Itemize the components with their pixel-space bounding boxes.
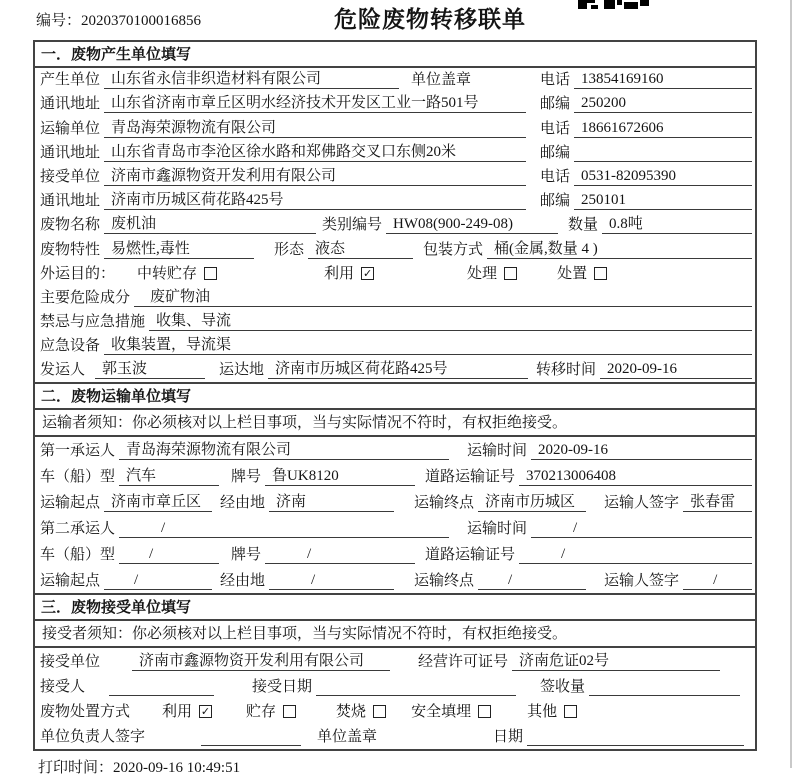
row-first-carrier <box>35 437 755 463</box>
transport-time-label: 运输时间 <box>467 521 528 538</box>
endpoint-label: 运输终点 <box>414 573 475 590</box>
zip-label: 邮编 <box>540 96 571 113</box>
transporter-notice: 运输者须知：你必须核对以上栏目事项，当与实际情况不符时，有权拒绝接受。 <box>35 410 755 437</box>
producer-phone-value: 13854169160 <box>574 70 752 89</box>
waste-name-value: 废机油 <box>104 215 316 234</box>
receiving-unit-label: 接受单位 <box>40 653 101 670</box>
plate-number-value: / <box>265 545 415 564</box>
unit-seal-label: 单位盖章 <box>411 72 472 89</box>
checkbox-label: 贮存 <box>246 704 277 720</box>
road-permit-value: 370213006408 <box>519 467 752 486</box>
transport-time-value: / <box>531 519 752 538</box>
carrier-signature-label: 运输人签字 <box>604 573 680 590</box>
purpose-transit-storage <box>137 265 217 283</box>
waste-trait-value: 易燃性,毒性 <box>104 240 254 259</box>
producer-zip-value: 250200 <box>574 94 752 113</box>
carrier-signature-label: 运输人签字 <box>604 495 680 512</box>
purpose-utilize <box>324 265 374 283</box>
row-waste-trait <box>35 237 755 261</box>
manifest-form <box>33 40 757 751</box>
waste-trait-label: 废物特性 <box>40 241 101 258</box>
carrier-signature-value: 张春雷 <box>683 493 752 512</box>
row-transporter <box>35 116 755 140</box>
transfer-purpose-label: 外运目的： <box>40 265 116 282</box>
address-label: 通讯地址 <box>40 193 101 210</box>
second-carrier-label: 第二承运人 <box>40 521 116 538</box>
checkbox-label: 中转贮存 <box>137 265 198 282</box>
second-carrier-value: / <box>119 519 449 538</box>
doc-number-label: 编号： <box>36 13 82 29</box>
endpoint-value: 济南市历城区 <box>478 493 586 512</box>
print-time-value: 2020-09-16 10:49:51 <box>113 760 241 777</box>
disposal-other <box>527 703 577 721</box>
date-value <box>527 728 744 746</box>
chief-signature-label: 单位负责人签字 <box>40 729 146 746</box>
waste-name-label: 废物名称 <box>40 217 101 234</box>
signed-quantity-value <box>589 678 740 696</box>
transporter-address-value: 山东省青岛市李沧区徐水路和郑佛路交叉口东侧20米 <box>104 143 526 162</box>
print-time <box>38 756 796 777</box>
unit-seal-label: 单位盖章 <box>317 729 378 746</box>
transporter-phone-value: 18661672606 <box>574 119 752 138</box>
disposal-utilize <box>162 703 212 721</box>
section-transporter <box>35 382 755 593</box>
checkbox-label: 其他 <box>527 704 558 720</box>
road-permit-label: 道路运输证号 <box>425 547 516 564</box>
checkbox-checked <box>361 267 374 280</box>
checkbox <box>373 705 386 718</box>
origin-label: 运输起点 <box>40 573 101 590</box>
transport-time-label: 运输时间 <box>467 443 528 460</box>
producer-label: 产生单位 <box>40 72 101 89</box>
purpose-treat <box>467 265 517 283</box>
receiver-phone-value: 0531-82095390 <box>574 167 752 186</box>
phone-label: 电话 <box>540 168 571 185</box>
disposal-landfill <box>411 703 491 721</box>
section1-header: 一．废物产生单位填写 <box>35 42 755 68</box>
checkbox <box>204 267 217 280</box>
accept-date-label: 接受日期 <box>252 678 313 695</box>
via-value: 济南 <box>269 493 394 512</box>
packing-value: 桶(金属,数量 4 ) <box>487 240 752 259</box>
shipper-value: 郭玉波 <box>95 360 205 379</box>
checkmark: ✓ <box>362 266 373 280</box>
row-transfer-purpose <box>35 262 755 286</box>
row-emergency-equipment <box>35 334 755 358</box>
hazard-component-value: 废矿物油 <box>134 288 752 307</box>
endpoint-label: 运输终点 <box>414 495 475 512</box>
emergency-equipment-label: 应急设备 <box>40 338 101 355</box>
checkbox-checked <box>199 705 212 718</box>
checkbox-label: 利用 <box>162 704 193 720</box>
row-transporter-address <box>35 141 755 165</box>
row-acceptor <box>35 674 755 699</box>
phone-label: 电话 <box>540 120 571 137</box>
shipper-label: 发运人 <box>40 362 86 379</box>
accept-date-value <box>316 678 516 696</box>
section-receiver <box>35 593 755 749</box>
transfer-time-value: 2020-09-16 <box>600 360 752 379</box>
disposal-storage <box>246 703 296 721</box>
receiver-zip-value: 250101 <box>574 191 752 210</box>
address-label: 通讯地址 <box>40 96 101 113</box>
acceptor-value <box>109 678 214 696</box>
acceptor-label: 接受人 <box>40 678 86 695</box>
checkbox-label: 处理 <box>467 265 498 282</box>
plate-number-value: 鲁UK8120 <box>265 467 415 486</box>
transport-time-value: 2020-09-16 <box>531 441 752 460</box>
page-edge-line <box>790 0 792 768</box>
row-producer-address <box>35 92 755 116</box>
endpoint-value: / <box>478 571 586 590</box>
page-title: 危险废物转移联单 <box>334 6 526 32</box>
chief-signature-value <box>201 728 301 746</box>
category-code-label: 类别编号 <box>322 217 383 234</box>
vehicle-type-value: / <box>119 545 219 564</box>
row-receiver <box>35 165 755 189</box>
address-label: 通讯地址 <box>40 144 101 161</box>
checkbox <box>478 705 491 718</box>
receiver-address-value: 济南市历城区荷花路425号 <box>104 191 526 210</box>
zip-label: 邮编 <box>540 193 571 210</box>
destination-label: 运达地 <box>219 362 265 379</box>
section2-header: 二．废物运输单位填写 <box>35 384 755 410</box>
vehicle-type-value: 汽车 <box>119 467 219 486</box>
row-taboo-measures <box>35 310 755 334</box>
via-value: / <box>269 571 394 590</box>
origin-value: / <box>104 571 212 590</box>
row-receiver-address <box>35 189 755 213</box>
document-header <box>0 0 796 40</box>
first-carrier-label: 第一承运人 <box>40 443 116 460</box>
date-label: 日期 <box>493 729 524 746</box>
checkbox <box>564 705 577 718</box>
producer-address-value: 山东省济南市章丘区明水经济技术开发区工业一路501号 <box>104 94 526 113</box>
qr-code-fragment <box>578 0 652 9</box>
row-vehicle-1 <box>35 463 755 489</box>
disposal-incinerate <box>336 703 386 721</box>
hazard-component-label: 主要危险成分 <box>40 289 131 306</box>
taboo-measures-label: 禁忌与应急措施 <box>40 314 146 331</box>
doc-number-value: 2020370100016856 <box>81 13 202 29</box>
form-value: 液态 <box>308 240 413 259</box>
license-label: 经营许可证号 <box>418 653 509 670</box>
checkbox-label: 焚烧 <box>336 704 367 720</box>
license-value: 济南危证02号 <box>512 652 720 671</box>
destination-value: 济南市历城区荷花路425号 <box>268 360 528 379</box>
quantity-value: 0.8吨 <box>602 215 752 234</box>
via-label: 经由地 <box>220 495 266 512</box>
taboo-measures-value: 收集、导流 <box>149 312 752 331</box>
row-chief-signature <box>35 724 755 749</box>
section3-header: 三．废物接受单位填写 <box>35 595 755 621</box>
carrier-signature-value: / <box>683 571 752 590</box>
row-receiving-unit <box>35 648 755 673</box>
road-permit-value: / <box>519 545 752 564</box>
zip-label: 邮编 <box>540 144 571 161</box>
row-route-1 <box>35 489 755 515</box>
purpose-dispose <box>557 265 607 283</box>
transporter-value: 青岛海荣源物流有限公司 <box>104 119 526 138</box>
receiver-notice: 接受者须知：你必须核对以上栏目事项，当与实际情况不符时，有权拒绝接受。 <box>35 621 755 648</box>
road-permit-label: 道路运输证号 <box>425 469 516 486</box>
checkbox-label: 利用 <box>324 265 355 282</box>
receiving-unit-value: 济南市鑫源物资开发利用有限公司 <box>132 652 390 671</box>
checkbox <box>594 267 607 280</box>
transfer-time-label: 转移时间 <box>536 362 597 379</box>
category-code-value: HW08(900-249-08) <box>386 215 558 234</box>
emergency-equipment-value: 收集装置，导流渠 <box>104 336 752 355</box>
receiver-label: 接受单位 <box>40 168 101 185</box>
checkbox <box>283 705 296 718</box>
phone-label: 电话 <box>540 72 571 89</box>
quantity-label: 数量 <box>568 217 599 234</box>
row-producer <box>35 68 755 92</box>
checkmark: ✓ <box>200 705 211 718</box>
producer-value: 山东省永信非织造材料有限公司 <box>104 70 399 89</box>
row-hazard-component <box>35 286 755 310</box>
doc-number <box>36 9 201 30</box>
form-label: 形态 <box>274 241 305 258</box>
row-shipper <box>35 358 755 382</box>
row-waste-name <box>35 213 755 237</box>
packing-label: 包装方式 <box>423 241 484 258</box>
row-second-carrier <box>35 515 755 541</box>
row-vehicle-2 <box>35 541 755 567</box>
via-label: 经由地 <box>220 573 266 590</box>
checkbox <box>504 267 517 280</box>
first-carrier-value: 青岛海荣源物流有限公司 <box>119 441 449 460</box>
origin-label: 运输起点 <box>40 495 101 512</box>
vehicle-type-label: 车（船）型 <box>40 469 116 486</box>
plate-number-label: 牌号 <box>231 469 262 486</box>
row-route-2 <box>35 567 755 593</box>
print-time-label: 打印时间： <box>38 760 114 777</box>
origin-value: 济南市章丘区 <box>104 493 212 512</box>
transporter-label: 运输单位 <box>40 120 101 137</box>
section-producer <box>35 42 755 382</box>
plate-number-label: 牌号 <box>231 547 262 564</box>
checkbox-label: 安全填埋 <box>411 704 472 720</box>
receiver-value: 济南市鑫源物资开发利用有限公司 <box>104 167 526 186</box>
checkbox-label: 处置 <box>557 265 588 282</box>
disposal-method-label: 废物处置方式 <box>40 704 131 720</box>
signed-quantity-label: 签收量 <box>540 678 586 695</box>
row-disposal-method <box>35 699 755 724</box>
transporter-zip-value <box>574 144 752 162</box>
vehicle-type-label: 车（船）型 <box>40 547 116 564</box>
